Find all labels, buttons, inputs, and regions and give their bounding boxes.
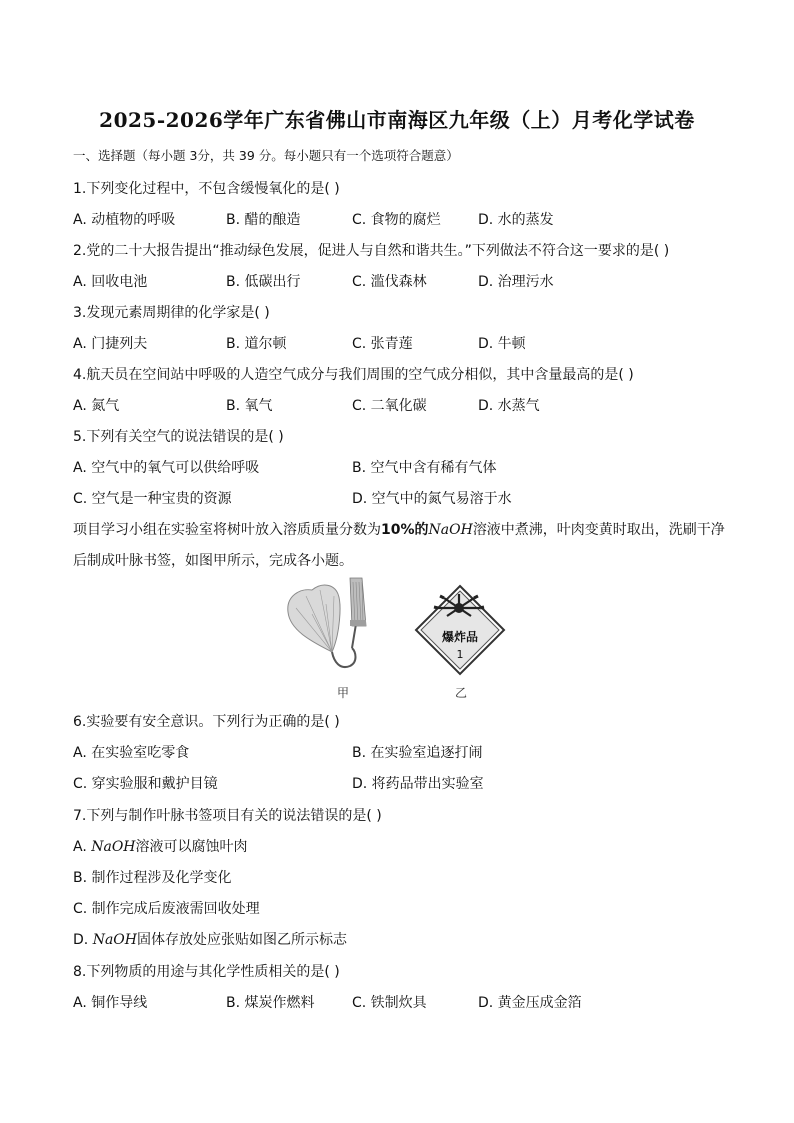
q1-option-a: A. 动植物的呼吸 [73, 212, 176, 228]
question-2-stem: 2.党的二十大报告提出“推动绿色发展，促进人与自然和谐共生。”下列做法不符合这一要求的是( ) [73, 243, 670, 259]
q2-option-c: C. 滥伐森林 [352, 274, 427, 290]
q7-option-a-text: 溶液可以腐蚀叶肉 [135, 839, 248, 855]
q4-option-c: C. 二氧化碳 [352, 398, 427, 414]
question-1-stem: 1.下列变化过程中，不包含缓慢氧化的是( ) [73, 181, 340, 197]
question-8-stem: 8.下列物质的用途与其化学性质相关的是( ) [73, 964, 340, 980]
q7-option-d-text: 固体存放处应张贴如图乙所示标志 [136, 932, 347, 948]
figure-label-a: 甲 [337, 686, 350, 700]
q7-option-c: C. 制作完成后废液需回收处理 [73, 901, 260, 917]
question-6-stem: 6.实验要有安全意识。下列行为正确的是( ) [73, 714, 340, 730]
passage-line-1 [73, 519, 725, 539]
q7-option-a-prefix: A. [73, 839, 92, 855]
leaf-bookmark-figure [282, 574, 392, 678]
q5-option-b: B. 空气中含有稀有气体 [352, 460, 497, 476]
q5-option-c: C. 空气是一种宝贵的资源 [73, 491, 232, 507]
q7-option-d-chem: NaOH [92, 932, 137, 948]
q8-option-b: B. 煤炭作燃料 [226, 995, 315, 1011]
question-3-stem: 3.发现元素周期律的化学家是( ) [73, 305, 270, 321]
q3-option-b: B. 道尔顿 [226, 336, 287, 352]
q6-option-a: A. 在实验室吃零食 [73, 745, 190, 761]
q5-option-a: A. 空气中的氧气可以供给呼吸 [73, 460, 260, 476]
exam-title: 2025-2026学年广东省佛山市南海区九年级（上）月考化学试卷 [99, 108, 695, 132]
explosive-hazard-sign-figure [414, 584, 506, 676]
q2-option-d: D. 治理污水 [478, 274, 554, 290]
q8-option-c: C. 铁制炊具 [352, 995, 427, 1011]
q8-option-d: D. 黄金压成金箔 [478, 995, 582, 1011]
hazard-sign-number: 1 [456, 648, 464, 661]
passage-text-a: 项目学习小组在实验室将树叶放入溶质质量分数为 [73, 522, 381, 538]
passage-line-2: 后制成叶脉书签，如图甲所示，完成各小题。 [73, 553, 353, 569]
question-7-stem: 7.下列与制作叶脉书签项目有关的说法错误的是( ) [73, 808, 382, 824]
q5-option-d: D. 空气中的氮气易溶于水 [352, 491, 512, 507]
q7-option-b: B. 制作过程涉及化学变化 [73, 870, 232, 886]
q6-option-c: C. 穿实验服和戴护目镜 [73, 776, 218, 792]
q3-option-a: A. 门捷列夫 [73, 336, 148, 352]
passage-chem-naoh: NaOH [428, 522, 473, 538]
q1-option-d: D. 水的蒸发 [478, 212, 554, 228]
q1-option-c: C. 食物的腐烂 [352, 212, 441, 228]
passage-de: 的 [414, 522, 429, 538]
q8-option-a: A. 铜作导线 [73, 995, 148, 1011]
section-heading: 一、选择题（每小题 3分，共 39 分。每小题只有一个选项符合题意） [73, 148, 459, 163]
q6-option-d: D. 将药品带出实验室 [352, 776, 484, 792]
figure-label-b: 乙 [455, 686, 468, 700]
q2-option-b: B. 低碳出行 [226, 274, 301, 290]
question-5-stem: 5.下列有关空气的说法错误的是( ) [73, 429, 284, 445]
q1-option-b: B. 醋的酿造 [226, 212, 301, 228]
q2-option-a: A. 回收电池 [73, 274, 148, 290]
q4-option-a: A. 氮气 [73, 398, 120, 414]
q7-option-d-prefix: D. [73, 932, 93, 948]
q4-option-b: B. 氧气 [226, 398, 273, 414]
q3-option-d: D. 牛顿 [478, 336, 526, 352]
passage-text-b: 溶液中煮沸，叶肉变黄时取出，洗刷干净 [472, 522, 725, 538]
q3-option-c: C. 张青莲 [352, 336, 413, 352]
q4-option-d: D. 水蒸气 [478, 398, 540, 414]
q7-option-a-chem: NaOH [91, 839, 136, 855]
q6-option-b: B. 在实验室追逐打闹 [352, 745, 483, 761]
passage-percent: 10% [381, 522, 415, 538]
q7-option-d [73, 929, 347, 949]
question-4-stem: 4.航天员在空间站中呼吸的人造空气成分与我们周围的空气成分相似，其中含量最高的是( ) [73, 367, 634, 383]
hazard-sign-text: 爆炸品 [441, 630, 479, 644]
q7-option-a [73, 836, 248, 856]
